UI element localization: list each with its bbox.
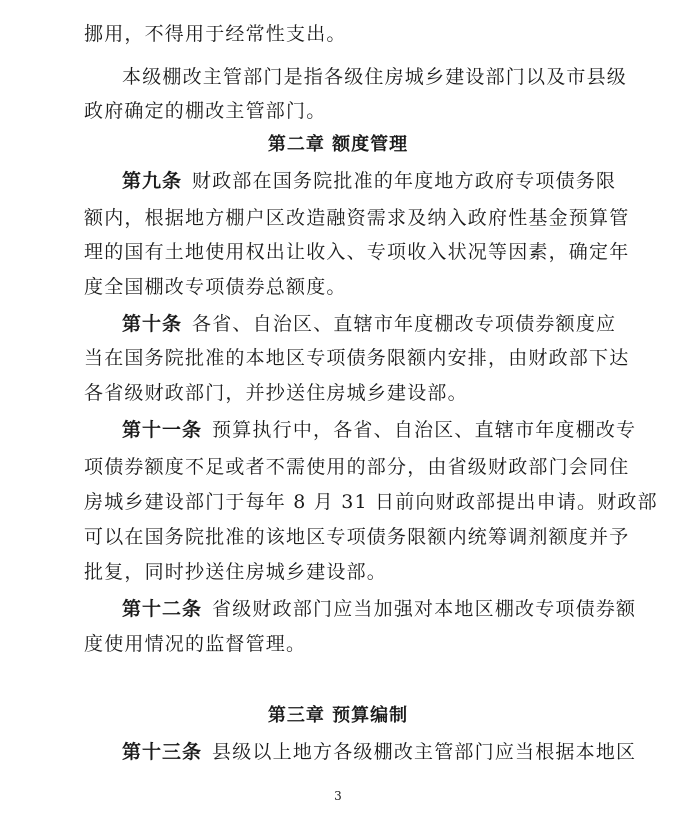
text-line: 政府确定的棚改主管部门。 <box>84 100 327 122</box>
article-label: 第十条 <box>122 313 183 335</box>
text-line: 度全国棚改专项债券总额度。 <box>84 276 347 298</box>
article-10-first-line <box>122 312 616 336</box>
text-line: 挪用，不得用于经常性支出。 <box>84 23 347 45</box>
text-line: 批复，同时抄送住房城乡建设部。 <box>84 561 388 583</box>
chapter-heading: 第二章 额度管理 <box>267 134 409 155</box>
page-number: 3 <box>334 789 342 803</box>
text-line: 可以在国务院批准的该地区专项债务限额内统筹调剂额度并予 <box>84 526 630 548</box>
chapter-heading: 第三章 预算编制 <box>267 705 409 726</box>
article-13-first-line <box>122 740 636 764</box>
text-line: 项债券额度不足或者不需使用的部分，由省级财政部门会同住 <box>84 456 630 478</box>
article-text: 省级财政部门应当加强对本地区棚改专项债券额 <box>212 598 637 620</box>
article-label: 第十一条 <box>122 419 203 441</box>
article-11-first-line <box>122 418 636 442</box>
article-text: 财政部在国务院批准的年度地方政府专项债务限 <box>192 170 617 192</box>
text-line: 当在国务院批准的本地区专项债务限额内安排，由财政部下达 <box>84 347 630 369</box>
text-line: 额内，根据地方棚户区改造融资需求及纳入政府性基金预算管 <box>84 207 630 229</box>
article-text: 县级以上地方各级棚改主管部门应当根据本地区 <box>212 741 637 763</box>
article-text: 各省、自治区、直辖市年度棚改专项债券额度应 <box>192 313 617 335</box>
article-label: 第九条 <box>122 170 183 192</box>
text-line: 理的国有土地使用权出让收入、专项收入状况等因素，确定年 <box>84 241 630 263</box>
article-9-first-line <box>122 169 616 193</box>
article-text: 预算执行中，各省、自治区、直辖市年度棚改专 <box>212 419 637 441</box>
article-label: 第十三条 <box>122 741 203 763</box>
text-line: 本级棚改主管部门是指各级住房城乡建设部门以及市县级 <box>122 66 628 88</box>
article-label: 第十二条 <box>122 598 203 620</box>
text-line: 度使用情况的监督管理。 <box>84 633 307 655</box>
article-12-first-line <box>122 597 636 621</box>
text-line: 房城乡建设部门于每年 8 月 31 日前向财政部提出申请。财政部 <box>84 491 658 513</box>
text-line: 各省级财政部门，并抄送住房城乡建设部。 <box>84 382 468 404</box>
